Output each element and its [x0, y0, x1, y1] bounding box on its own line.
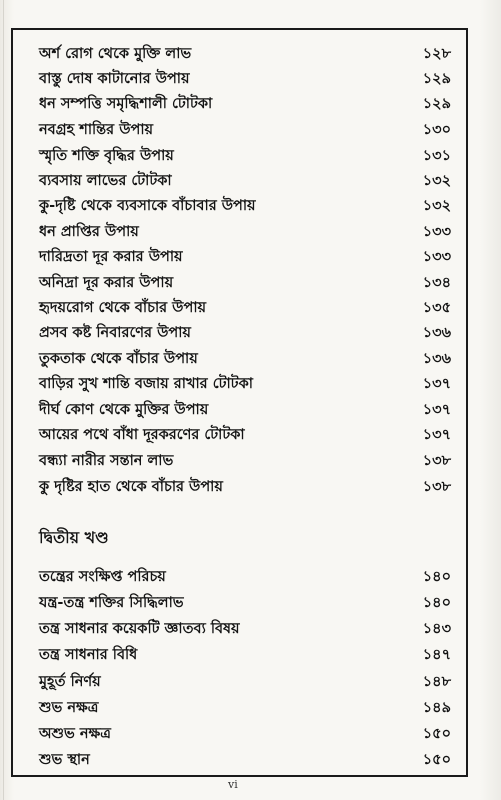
- toc-entry-title: বাস্তু দোষ কাটানোর উপায়: [39, 71, 190, 87]
- toc-entry-title: দারিদ্রতা দূর করার উপায়: [39, 249, 183, 265]
- toc-entry: [39, 450, 467, 472]
- toc-entry-page: ১২৯: [422, 71, 451, 87]
- toc-entry: [39, 723, 467, 745]
- toc-entry: [39, 221, 467, 243]
- toc-entry-page: ১৩০: [422, 122, 451, 138]
- toc-entry: [39, 592, 467, 614]
- toc-entry-title: হৃদয়রোগ থেকে বাঁচার উপায়: [39, 300, 207, 316]
- toc-entry-title: প্রসব কষ্ট নিবারণের উপায়: [39, 325, 191, 341]
- toc-entry: [39, 671, 467, 693]
- toc-entry-title: ধন প্রাপ্তির উপায়: [39, 224, 139, 240]
- toc-entry-title: আয়ের পথে বাঁধা দূরকরণের টোটকা: [39, 427, 245, 443]
- toc-entry-page: ১৫০: [422, 726, 451, 742]
- toc-entry-title: কু-দৃষ্টি থেকে ব্যবসাকে বাঁচাবার উপায়: [39, 198, 256, 214]
- toc-entry: [39, 195, 467, 217]
- toc-entry-title: স্মৃতি শক্তি বৃদ্ধির উপায়: [39, 148, 174, 164]
- toc-entry-title: ধন সম্পত্তি সমৃদ্ধিশালী টোটকা: [39, 96, 213, 112]
- toc-entry-title: বন্ধ্যা নারীর সন্তান লাভ: [39, 453, 174, 469]
- toc-entry-page: ১২৮: [422, 46, 451, 62]
- page-edge-shadow: [3, 0, 4, 800]
- toc-entry-title: নবগ্রহ শান্তির উপায়: [39, 122, 154, 138]
- toc-entry: [39, 246, 467, 268]
- toc-entry-title: কু দৃষ্টির হাত থেকে বাঁচার উপায়: [39, 479, 223, 495]
- toc-entry-page: ১৪০: [422, 595, 451, 611]
- toc-entry-title: তন্ত্র সাধনার কয়েকটি জ্ঞাতব্য বিষয়: [39, 621, 240, 637]
- toc-entry: [39, 697, 467, 719]
- toc-entry-page: ১৫০: [422, 752, 451, 768]
- toc-entry-title: অর্শ রোগ থেকে মুক্তি লাভ: [39, 46, 192, 62]
- toc-entry: [39, 170, 467, 192]
- toc-entry-page: ১৩৭: [422, 427, 451, 443]
- toc-entry-page: ১৩৪: [422, 275, 451, 291]
- toc-entry: [39, 43, 467, 65]
- toc-entry: [39, 476, 467, 498]
- toc-entry: [39, 749, 467, 771]
- toc-entry-title: ব্যবসায় লাভের টোটকা: [39, 173, 172, 189]
- table-of-contents-box: [11, 28, 468, 777]
- toc-entry: [39, 644, 467, 666]
- toc-entry: [39, 373, 467, 395]
- toc-entry-title: যন্ত্র-তন্ত্র শক্তির সিদ্ধিলাভ: [39, 595, 184, 611]
- toc-entry-page: ১৩৬: [422, 325, 451, 341]
- toc-entry-page: ১৩৮: [422, 479, 451, 495]
- toc-entry-page: ১৪৩: [422, 621, 451, 637]
- toc-entry-page: ১৪০: [422, 569, 451, 585]
- toc-entry-title: মুহূর্ত নির্ণয়: [39, 674, 101, 690]
- toc-entry: [39, 145, 467, 167]
- toc-entry-title: শুভ স্থান: [39, 752, 90, 768]
- toc-entry-title: অনিদ্রা দূর করার উপায়: [39, 275, 174, 291]
- toc-entry-page: ১৪৭: [422, 647, 451, 663]
- toc-entry-title: দীর্ঘ কোণ থেকে মুক্তির উপায়: [39, 402, 209, 418]
- section-heading: দ্বিতীয় খণ্ড: [39, 528, 109, 547]
- toc-entry-title: অশুভ নক্ষত্র: [39, 726, 111, 742]
- toc-entry-page: ১৪৮: [422, 674, 451, 690]
- page-number-footer: vi: [228, 778, 238, 791]
- toc-entry: [39, 566, 467, 588]
- toc-entry-page: ১৪৯: [422, 700, 451, 716]
- toc-entry: [39, 93, 467, 115]
- toc-entry: [39, 68, 467, 90]
- toc-entry-page: ১৩৬: [422, 351, 451, 367]
- toc-entry-page: ১৩৫: [422, 300, 451, 316]
- toc-entry: [39, 424, 467, 446]
- toc-entry: [39, 618, 467, 640]
- toc-entry-title: তন্ত্রের সংক্ষিপ্ত পরিচয়: [39, 569, 166, 585]
- toc-entry: [39, 119, 467, 141]
- toc-entry-page: ১২৯: [422, 96, 451, 112]
- toc-entry-page: ১৩২: [422, 173, 451, 189]
- toc-entry: [39, 297, 467, 319]
- toc-entry: [39, 322, 467, 344]
- toc-entry-title: তুকতাক থেকে বাঁচার উপায়: [39, 351, 198, 367]
- toc-entry-title: শুভ নক্ষত্র: [39, 700, 99, 716]
- toc-entry-title: তন্ত্র সাধনার বিধি: [39, 647, 138, 663]
- toc-entry-page: ১৩৭: [422, 376, 451, 392]
- toc-entry-title: বাড়ির সুখ শান্তি বজায় রাখার টোটকা: [39, 376, 253, 392]
- toc-entry: [39, 348, 467, 370]
- toc-entry: [39, 399, 467, 421]
- toc-entry-page: ১৩১: [422, 148, 451, 164]
- toc-entry-page: ১৩৩: [422, 249, 451, 265]
- toc-entry-page: ১৩৭: [422, 402, 451, 418]
- toc-entry-page: ১৩৮: [422, 453, 451, 469]
- toc-entry-page: ১৩২: [422, 198, 451, 214]
- toc-entry: [39, 272, 467, 294]
- toc-entry-page: ১৩৩: [422, 224, 451, 240]
